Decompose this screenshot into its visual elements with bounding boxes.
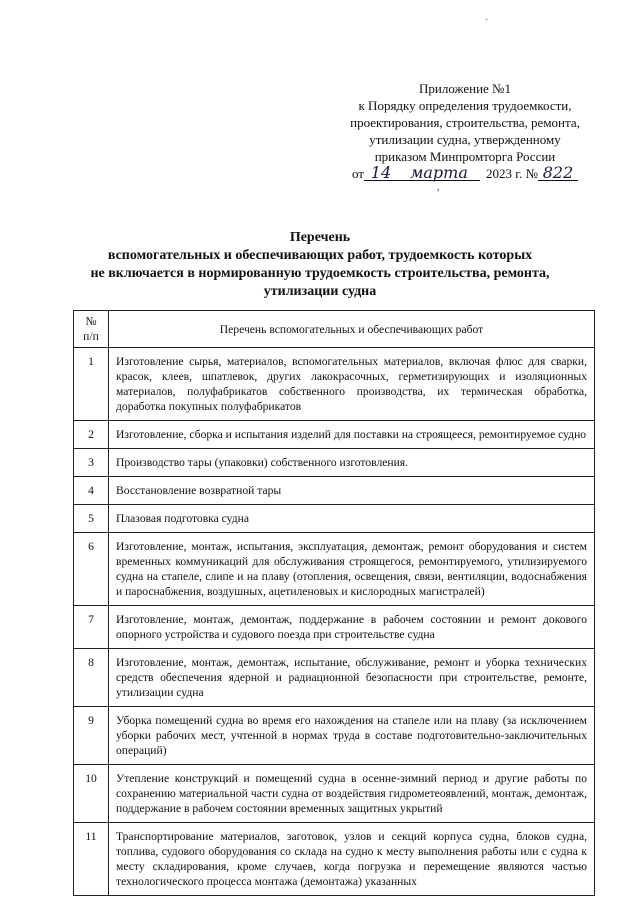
table-row <box>74 823 595 896</box>
row-number: 9 <box>74 707 109 765</box>
row-text: Уборка помещений судна во время его нахождения на стапеле или на плаву (за исключением уборки рабочих мест, учтенной в нормах труда в составе подготовительно-заключительных операций) <box>109 707 595 765</box>
order-day-handwritten: 14 <box>364 165 398 181</box>
row-text: Утепление конструкций и помещений судна в осенне-зимний период и другие работы по сохранению материальной части судна от воздействия гидрометеоявлений, монтаж, демонтаж, поддержание в рабочем состоянии временных защитных укрытий <box>109 765 595 823</box>
header-number-line: п/п <box>83 330 99 343</box>
row-number: 2 <box>74 421 109 449</box>
table-row <box>74 348 595 421</box>
title-line: не включается в нормированную трудоемкость строительства, ремонта, <box>90 266 550 281</box>
appendix-line: Приложение №1 <box>419 81 511 96</box>
order-year: 2023 г. № <box>485 166 539 181</box>
row-text: Изготовление, сборка и испытания изделий для поставки на строящееся, ремонтируемое судно <box>109 421 595 449</box>
works-table <box>73 310 595 896</box>
row-text: Изготовление, монтаж, демонтаж, поддержание в рабочем состоянии и ремонт докового опорного устройства и судового поезда при строительстве судна <box>109 606 595 649</box>
row-text: Изготовление, монтаж, испытания, эксплуатация, демонтаж, ремонт оборудования и систем временных коммуникаций для обслуживания строящегося, ремонтируемого, утилизируемого судна на стапеле, слипе и на плаву (отопления, освещения, связи, вентиляции, водоснабжения и пароснабжения, воздушных, ацетиленовых и кислородных магистралей) <box>109 533 595 606</box>
table-row <box>74 533 595 606</box>
table-row <box>74 606 595 649</box>
table-row <box>74 707 595 765</box>
title-line: утилизации судна <box>263 284 377 299</box>
row-text: Плазовая подготовка судна <box>109 505 595 533</box>
row-number: 6 <box>74 533 109 606</box>
table-row <box>74 449 595 477</box>
row-text: Производство тары (упаковки) собственного изготовления. <box>109 449 595 477</box>
appendix-line: приказом Минпромторга России <box>374 149 556 164</box>
row-number: 7 <box>74 606 109 649</box>
header-number <box>74 311 109 348</box>
table-row <box>74 505 595 533</box>
row-text: Восстановление возвратной тары <box>109 477 595 505</box>
row-text: Изготовление, монтаж, демонтаж, испытание, обслуживание, ремонт и уборка технических средств обеспечения ядерной и радиационной безопасности при строительстве, ремонте, утилизации судна <box>109 649 595 707</box>
appendix-line: утилизации судна, утвержденному <box>369 132 561 147</box>
row-text: Транспортирование материалов, заготовок, узлов и секций корпуса судна, блоков судна, топлива, судового оборудования со склада на судно к месту выполнения работы или с судна к месту складирования, кроме случаев, когда погрузка и перемещение являются частью технологического процесса монтажа (демонтажа) указанных <box>109 823 595 896</box>
order-date-line <box>330 165 600 182</box>
order-month-handwritten: марта <box>398 165 480 181</box>
row-number: 3 <box>74 449 109 477</box>
appendix-line: к Порядку определения трудоемкости, <box>358 98 572 113</box>
row-number: 10 <box>74 765 109 823</box>
title-line: вспомогательных и обеспечивающих работ, трудоемкость которых <box>107 248 533 263</box>
table-header-row <box>74 311 595 348</box>
document-title <box>40 229 600 301</box>
order-number-handwritten: 822 <box>538 165 578 181</box>
table-row <box>74 765 595 823</box>
table-row <box>74 421 595 449</box>
row-number: 8 <box>74 649 109 707</box>
header-number-line: № <box>85 315 97 328</box>
scan-mark: ˏ <box>485 10 489 21</box>
appendix-line: проектирования, строительства, ремонта, <box>350 115 580 130</box>
row-number: 5 <box>74 505 109 533</box>
scan-mark: , <box>437 182 440 193</box>
row-number: 1 <box>74 348 109 421</box>
row-number: 4 <box>74 477 109 505</box>
appendix-block <box>330 80 600 182</box>
title-line: Перечень <box>289 230 351 245</box>
table-row <box>74 477 595 505</box>
row-text: Изготовление сырья, материалов, вспомогательных материалов, включая флюс для сварки, красок, клеев, шпатлевок, других лакокрасочных, герметизирующих и изоляционных материалов, полуфабрикатов собственного производства, их термическая обработка, доработка покупных полуфабрикатов <box>109 348 595 421</box>
table-row <box>74 649 595 707</box>
row-number: 11 <box>74 823 109 896</box>
order-prefix: от <box>351 166 364 181</box>
header-description: Перечень вспомогательных и обеспечивающих работ <box>109 311 595 348</box>
